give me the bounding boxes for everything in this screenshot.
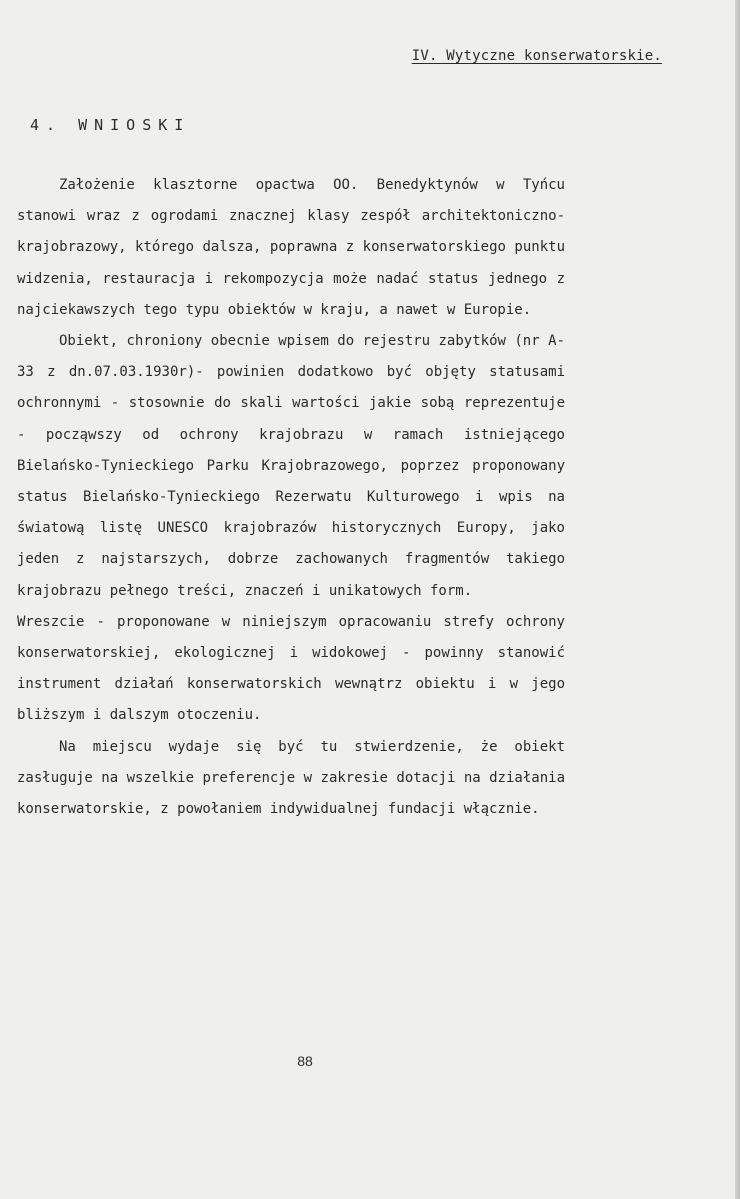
running-header: IV. Wytyczne konserwatorskie. xyxy=(411,48,662,64)
page-number: 88 xyxy=(297,1053,313,1069)
page-edge-shadow xyxy=(735,0,740,1199)
paragraph-1: Założenie klasztorne opactwa OO. Benedyktynów w Tyńcu stanowi wraz z ogrodami znacznej klasy zespół architektoniczno-krajobrazowy, którego dalsza, poprawna z konserwatorskiego punktu widzenia, restauracja i rekompozycja może nadać status jednego z najciekawszych tego typu obiektów w kraju, a nawet w Europie. xyxy=(17,177,565,318)
paragraph-4: Na miejscu wydaje się być tu stwierdzenie, że obiekt zasługuje na wszelkie preferencje w zakresie dotacji na działania konserwatorskie, z powołaniem indywidualnej fundacji włącznie. xyxy=(17,738,565,818)
section-heading: 4. WNIOSKI xyxy=(30,116,191,134)
paragraph-2: Obiekt, chroniony obecnie wpisem do rejestru zabytków (nr A-33 z dn.07.03.1930r)- powinien dodatkowo być objęty statusami ochronnymi - stosownie do skali wartości jakie sobą reprezentuje - począwszy od ochrony krajobrazu w ramach istniejącego Bielańsko-Tynieckiego Parku Krajobrazowego, poprzez proponowany status Bielańsko-Tynieckiego Rezerwatu Kulturowego i wpis na światową listę UNESCO krajobrazów historycznych Europy, jako jeden z najstarszych, dobrze zachowanych fragmentów takiego krajobrazu pełnego treści, znaczeń i unikatowych form. xyxy=(17,333,565,599)
paragraph-3: Wreszcie - proponowane w niniejszym opracowaniu strefy ochrony konserwatorskiej, ekologicznej i widokowej - powinny stanowić instrument działań konserwatorskich wewnątrz obiektu i w jego bliższym i dalszym otoczeniu. xyxy=(17,613,565,724)
body-text xyxy=(17,170,565,825)
